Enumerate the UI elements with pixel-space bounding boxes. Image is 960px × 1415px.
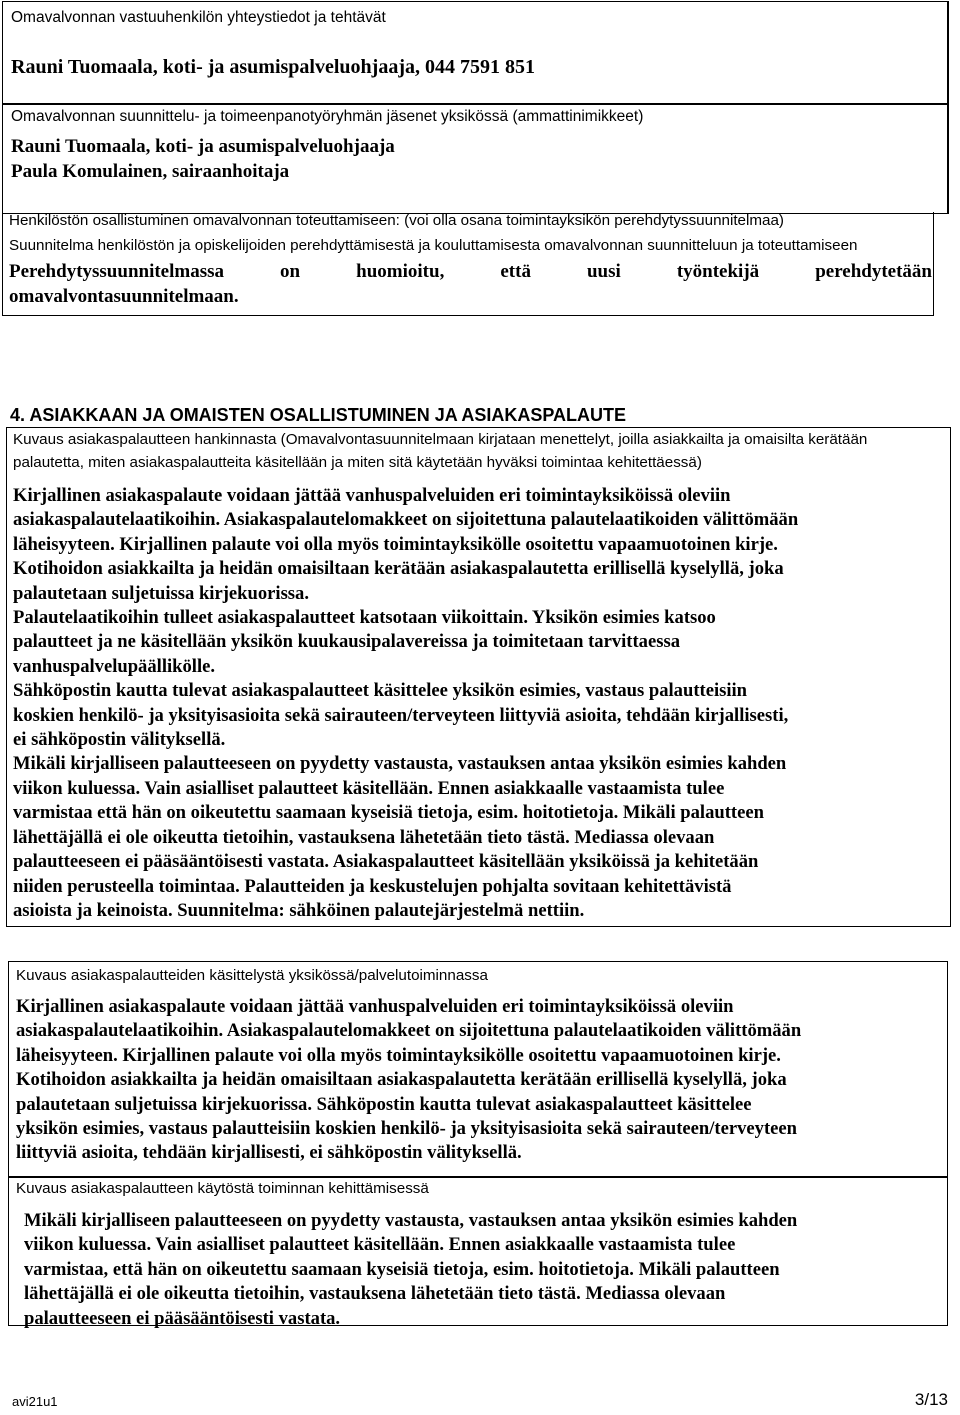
text-word: on	[280, 261, 301, 282]
text-line: Kotihoidon asiakkailta ja heidän omaisiltaan kerätään asiakaspalautetta erillisellä kyselyllä, joka	[13, 558, 784, 580]
text-line: asioista ja keinoista. Suunnitelma: sähköinen palautejärjestelmä nettiin.	[13, 899, 585, 921]
staff-participation-text	[9, 260, 932, 284]
text-line: viikon kuluessa. Vain asialliset palautteet käsitellään. Ennen asiakkaalle vastaamista tulee	[13, 777, 725, 799]
text-line: lähettäjällä ei ole oikeutta tietoihin, vastauksena lähetetään tieto tästä. Mediassa olevaan	[24, 1283, 726, 1305]
text-line: niiden perusteella toimintaa. Palautteiden ja keskustelujen pohjalta sovitaan kehitettävistä	[13, 875, 732, 897]
contact-label: Omavalvonnan vastuuhenkilön yhteystiedot ja tehtävät	[11, 9, 386, 26]
text-line: asiakaspalautelaatikoihin. Asiakaspalautelomakkeet on sijoitettuna palautelaatikoiden välittömään	[16, 1020, 802, 1042]
text-word: että	[500, 261, 531, 282]
text-word: Perehdytyssuunnitelmassa	[9, 261, 225, 282]
staff-plan-label: Suunnitelma henkilöstön ja opiskelijoiden perehdyttämisestä ja kouluttamisesta omavalvonnan suunnitteluun ja toteuttamiseen	[9, 237, 858, 254]
text-line: palautetaan suljetuissa kirjekuorissa. Sähköpostin kautta tulevat asiakaspalautteet käsittelee	[16, 1093, 752, 1115]
contact-value: Rauni Tuomaala, koti- ja asumispalveluohjaaja, 044 7591 851	[11, 56, 535, 78]
text-line: vanhuspalvelupäällikölle.	[13, 655, 216, 677]
text-line: Sähköpostin kautta tulevat asiakaspalautteet käsittelee yksikön esimies, vastaus palautteisiin	[13, 680, 748, 702]
text-line: palautteet ja ne käsitellään yksikön kuukausipalavereissa ja toimitetaan tarvittaessa	[13, 631, 680, 653]
planning-group-member: Rauni Tuomaala, koti- ja asumispalveluohjaaja	[11, 136, 395, 157]
text-word: huomioitu,	[356, 261, 445, 282]
text-line: palautteeseen ei pääsääntöisesti vastata.	[24, 1307, 341, 1329]
staff-participation-text-line2: omavalvontasuunnitelmaan.	[9, 286, 239, 307]
text-line: Palautelaatikoihin tulleet asiakaspalautteet katsotaan viikoittain. Yksikön esimies katsoo	[13, 607, 716, 629]
text-line: ei sähköpostin välityksellä.	[13, 729, 226, 751]
feedback-collection-text	[13, 484, 798, 923]
text-word: uusi	[586, 261, 621, 282]
text-line: asiakaspalautelaatikoihin. Asiakaspalautelomakkeet on sijoitettuna palautelaatikoiden välittömään	[13, 509, 799, 531]
text-line: varmistaa, että hän on oikeutettu saamaan kyseisiä tietoja, esim. hoitotietoja. Mikäli palautteen	[24, 1258, 780, 1280]
text-line: palautteeseen ei pääsääntöisesti vastata. Asiakaspalautteet käsitellään yksiköissä ja kehitetään	[13, 851, 759, 873]
text-line: Kirjallinen asiakaspalaute voidaan jättää vanhuspalveluiden eri toimintayksiköissä oleviin	[16, 996, 734, 1017]
text-word: työntekijä	[676, 261, 760, 282]
feedback-collection-label: Kuvaus asiakaspalautteen hankinnasta (Omavalvontasuunnitelmaan kirjataan menettelyt, joilla asiakkailta ja omaisilta kerätään	[13, 431, 868, 448]
text-line: palautetaan suljetuissa kirjekuorissa.	[13, 582, 309, 604]
text-line: viikon kuluessa. Vain asialliset palautteet käsitellään. Ennen asiakkaalle vastaamista tulee	[24, 1234, 736, 1256]
text-line: läheisyyteen. Kirjallinen palaute voi olla myös toimintayksikölle osoitettu vapaamuotoinen kirje.	[16, 1044, 781, 1066]
feedback-collection-label: palautetta, miten asiakaspalautteita käsitellään ja miten sitä käytetään hyväksi toimintaa kehitettäessä)	[13, 454, 702, 471]
staff-participation-label: Henkilöstön osallistuminen omavalvonnan toteuttamiseen: (voi olla osana toimintayksikön perehdytyssuunnitelmaa)	[9, 212, 784, 229]
feedback-usage-label: Kuvaus asiakaspalautteen käytöstä toiminnan kehittämisessä	[16, 1180, 429, 1197]
text-line: lähettäjällä ei ole oikeutta tietoihin, vastauksena lähetetään tieto tästä. Mediassa olevaan	[13, 826, 715, 848]
text-line: yksikön esimies, vastaus palautteisiin koskien henkilö- ja yksityisasioita sekä sairauteen/terveyteen	[16, 1118, 797, 1140]
feedback-handling-text	[16, 995, 801, 1166]
section-heading: 4. ASIAKKAAN JA OMAISTEN OSALLISTUMINEN JA ASIAKASPALAUTE	[10, 405, 627, 425]
box-right-edge	[947, 1, 949, 214]
text-line: Mikäli kirjalliseen palautteeseen on pyydetty vastausta, vastauksen antaa yksikön esimies kahden	[13, 753, 787, 775]
text-word: perehdytetään	[815, 261, 932, 282]
planning-group-label: Omavalvonnan suunnittelu- ja toimeenpanotyöryhmän jäsenet yksikössä (ammattinimikkeet)	[11, 108, 644, 125]
feedback-usage-text	[24, 1209, 797, 1331]
page-number: 3/13	[914, 1390, 948, 1409]
text-line: Kirjallinen asiakaspalaute voidaan jättää vanhuspalveluiden eri toimintayksiköissä oleviin	[13, 485, 731, 506]
text-line: Mikäli kirjalliseen palautteeseen on pyydetty vastausta, vastauksen antaa yksikön esimies kahden	[24, 1210, 798, 1231]
text-line: läheisyyteen. Kirjallinen palaute voi olla myös toimintayksikölle osoitettu vapaamuotoinen kirje.	[13, 533, 778, 555]
text-line: varmistaa että hän on oikeutettu saamaan kyseisiä tietoja, esim. hoitotietoja. Mikäli palautteen	[13, 802, 764, 824]
text-line: Kotihoidon asiakkailta ja heidän omaisiltaan asiakaspalautetta kerätään erillisellä kyselyllä, joka	[16, 1069, 787, 1091]
footer-code: avi21u1	[12, 1394, 58, 1409]
text-line: koskien henkilö- ja yksityisasioita sekä sairauteen/terveyteen liittyviä asioita, tehdään kirjallisesti,	[13, 704, 789, 726]
planning-group-member: Paula Komulainen, sairaanhoitaja	[11, 161, 290, 182]
feedback-handling-label: Kuvaus asiakaspalautteiden käsittelystä yksikössä/palvelutoiminnassa	[16, 967, 488, 984]
separator	[2, 103, 948, 105]
separator	[8, 1176, 948, 1178]
text-line: liittyviä asioita, tehdään kirjallisesti, ei sähköpostin välityksellä.	[16, 1142, 522, 1164]
